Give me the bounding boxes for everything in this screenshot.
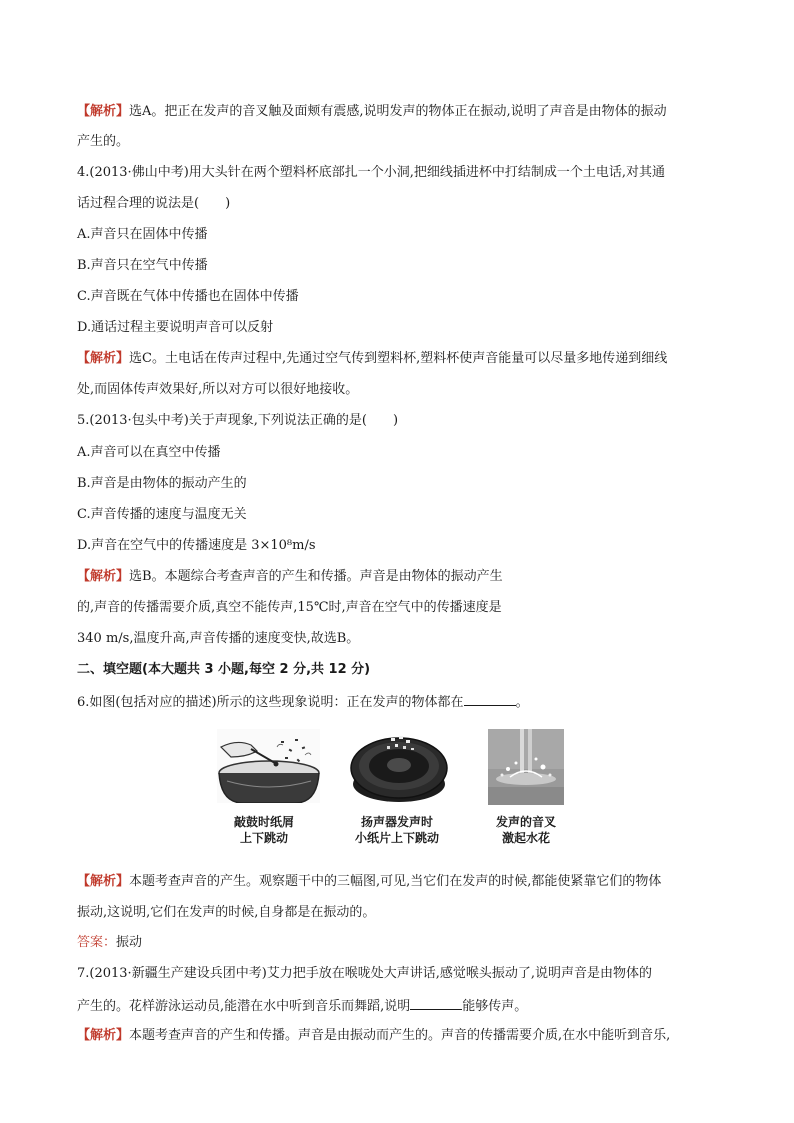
drum-figure [217, 729, 320, 803]
tuning-fork-figure [488, 729, 564, 805]
section-heading: 二、填空题(本大题共 3 小题,每空 2 分,共 12 分) [77, 662, 371, 677]
q5-option-c: C.声音传播的速度与温度无关 [77, 507, 247, 522]
q4-option-b: B.声音只在空气中传播 [77, 258, 208, 273]
q6-analysis-line2: 振动,这说明,它们在发声的时候,自身都是在振动的。 [77, 905, 376, 920]
q5-analysis-line2: 的,声音的传播需要介质,真空不能传声,15℃时,声音在空气中的传播速度是 [77, 600, 502, 615]
caption-line: 小纸片上下跳动 [354, 831, 439, 845]
speaker-illustration [349, 734, 449, 804]
q5-stem: 5.(2013·包头中考)关于声现象,下列说法正确的是( ) [77, 413, 399, 428]
q5-option-d: D.声音在空气中的传播速度是 3×10⁸m/s [77, 538, 316, 553]
q6-stem-text: 6.如图(包括对应的描述)所示的这些现象说明：正在发声的物体都在 [77, 695, 464, 710]
answer-value: 振动 [116, 935, 143, 950]
q5-option-b: B.声音是由物体的振动产生的 [77, 476, 247, 491]
q6-answer [77, 934, 142, 952]
q4-stem-line2: 话过程合理的说法是( ) [77, 196, 231, 211]
caption-line: 激起水花 [501, 831, 550, 845]
answer-blank[interactable] [410, 996, 462, 1010]
analysis-text: 本题考查声音的产生。观察题干中的三幅图,可见,当它们在发声的时候,都能使紧靠它们的物体 [129, 874, 662, 889]
q7-stem-text: 产生的。花样游泳运动员,能潜在水中听到音乐而舞蹈,说明 [77, 999, 411, 1014]
caption-drum [222, 814, 306, 846]
q4-option-d: D.通话过程主要说明声音可以反射 [77, 320, 274, 335]
analysis-text: 选A。把正在发声的音叉触及面颊有震感,说明发声的物体正在振动,说明了声音是由物体的振动 [129, 104, 667, 119]
q7-analysis-line1 [77, 1027, 670, 1045]
tuning-fork-illustration [488, 729, 564, 805]
speaker-figure [349, 734, 449, 804]
caption-line: 上下跳动 [239, 831, 288, 845]
q5-analysis-line3: 340 m/s,温度升高,声音传播的速度变快,故选B。 [77, 631, 360, 646]
answer-label: 答案： [77, 935, 117, 950]
analysis-tag: 【解析】 [77, 351, 130, 366]
analysis-text: 选C。土电话在传声过程中,先通过空气传到塑料杯,塑料杯使声音能量可以尽量多地传递到细线 [129, 351, 668, 366]
analysis-tag: 【解析】 [77, 569, 130, 584]
q5-option-a: A.声音可以在真空中传播 [77, 445, 221, 460]
q7-stem-end: 能够传声。 [462, 999, 528, 1014]
q3-analysis-line2: 产生的。 [77, 134, 130, 149]
q3-analysis-line1 [77, 103, 667, 121]
caption-tuning-fork [486, 814, 566, 846]
q4-stem-line1: 4.(2013·佛山中考)用大头针在两个塑料杯底部扎一个小洞,把细线插进杯中打结制成一个土电话,对其通 [77, 165, 666, 180]
q4-analysis-line2: 处,而固体传声效果好,所以对方可以很好地接收。 [77, 382, 359, 397]
q6-stem-end: 。 [515, 695, 529, 710]
analysis-text: 选B。本题综合考查声音的产生和传播。声音是由物体的振动产生 [129, 569, 503, 584]
answer-blank[interactable] [464, 692, 516, 706]
caption-line: 敲鼓时纸屑 [233, 815, 294, 829]
q4-analysis-line1 [77, 350, 667, 368]
q7-stem-line1: 7.(2013·新疆生产建设兵团中考)艾力把手放在喉咙处大声讲话,感觉喉头振动了,说明声音是由物体的 [77, 966, 653, 981]
drum-illustration [217, 729, 320, 803]
analysis-text: 本题考查声音的产生和传播。声音是由振动而产生的。声音的传播需要介质,在水中能听到音乐, [129, 1028, 671, 1043]
analysis-tag: 【解析】 [77, 104, 130, 119]
caption-line: 扬声器发声时 [360, 815, 433, 829]
q4-option-a: A.声音只在固体中传播 [77, 227, 208, 242]
q6-stem [77, 692, 529, 712]
q7-stem-line2 [77, 996, 527, 1016]
q4-option-c: C.声音既在气体中传播也在固体中传播 [77, 289, 299, 304]
caption-speaker [347, 814, 447, 846]
analysis-tag: 【解析】 [77, 874, 130, 889]
analysis-tag: 【解析】 [77, 1028, 130, 1043]
caption-line: 发声的音叉 [495, 815, 556, 829]
q5-analysis-line1 [77, 568, 503, 586]
q6-analysis-line1 [77, 873, 661, 891]
